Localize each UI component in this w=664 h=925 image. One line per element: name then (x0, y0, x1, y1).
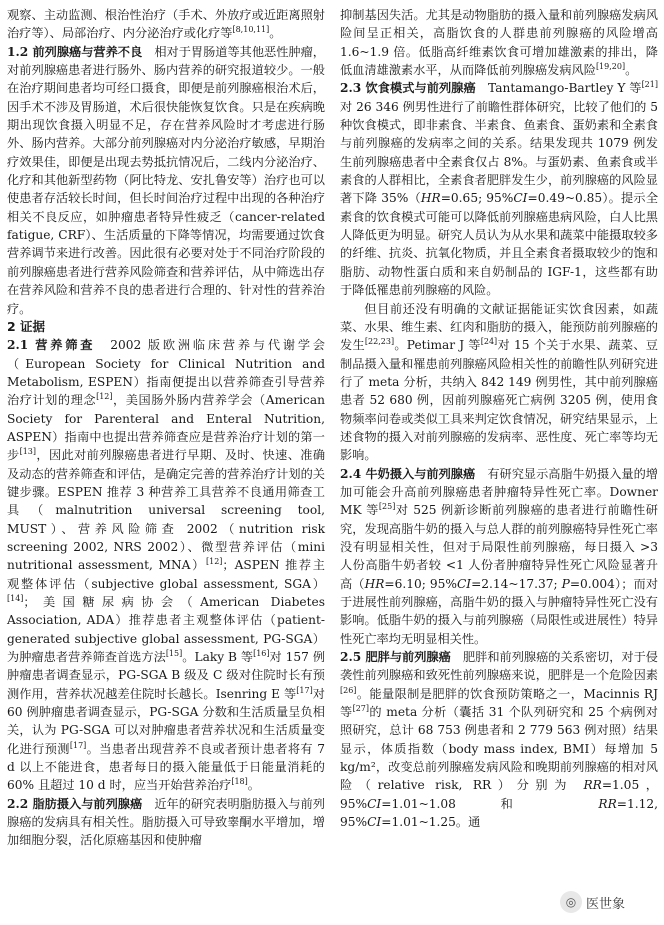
paragraph: 2.4 牛奶摄入与前列腺癌 有研究显示高脂牛奶摄入量的增加可能会升高前列腺癌患者肿瘤特异性死亡率。Downer MK 等[25]对 525 例新诊断前列腺癌的患者进行前瞻性研究，发现高脂牛奶的摄入与总人群的前列腺癌特异性死亡率没有明显相关性，但对于局限性前列腺癌，每日摄入 >3 人份高脂牛奶者较 <1 人份者肿瘤特异性死亡风险显著升高（HR=6.10; 95%CI=2.14~17.37; P=0.004）；而对于进展性前列腺癌，高脂牛奶的摄入与肿瘤特异性死亡没有影响。低脂牛奶的摄入与前列腺癌（局限性或进展性）特异性死亡率均无明显相关性。 (340, 466, 659, 646)
paragraph: 2.2 脂肪摄入与前列腺癌 近年的研究表明脂肪摄入与前列腺癌的发病具有相关性。脂肪摄入可导致睾酮水平增加，增加细胞分裂，活化原癌基因和使肿瘤 (7, 796, 325, 848)
watermark-text: 医世象 (586, 896, 626, 912)
right-column (340, 6, 658, 831)
paragraph: 1.2 前列腺癌与营养不良 相对于胃肠道等其他恶性肿瘤，对前列腺癌患者进行肠外、肠内营养的研究报道较少。一般在治疗期间患者均可经口摄食，即便是前列腺癌根治术后，因手术不涉及胃肠道，术后很快能恢复饮食。只是在疾病晚期出现饮食摄入明显不足，存在营养风险时才考虑进行肠外、肠内营养。大部分前列腺癌对内分泌治疗敏感，早期治疗效果佳，即便是出现去势抵抗情况后，二线内分泌治疗、化疗和其他新型药物（阿比特龙、安扎鲁安等）治疗也可以使患者存活较长时间，但长时间治疗过程中出现的各种治疗相关不良反应，如肿瘤患者特异性疲乏（cancer-related fatigue, CRF）、生活质量的下降等情况，均需要通过饮食营养调节来进行改善。因此很有必要对处于不同治疗阶段的前列腺癌患者进行营养风险筛查和营养评估，从中筛选出存在营养风险和营养不良的患者进行合理的、针对性的营养治疗。 (7, 44, 325, 316)
paragraph: 但目前还没有明确的文献证据能证实饮食因素，如蔬菜、水果、维生素、红肉和脂肪的摄入，能预防前列腺癌的发生[22,23]。Petimar J 等[24]对 15 个关于水果、蔬菜、豆制品摄入量和罹患前列腺癌风险相关性的前瞻性队列研究进行了 meta 分析，共纳入 842 149 例男性，其中前列腺癌患者 52 680 例，因前列腺癌死亡病例 3205 例，使用食物频率问卷或类似工具来判定饮食情况，研究结果显示，上述食物的摄入对前列腺癌的发病率、恶性度、死亡率等均无影响。 (340, 301, 658, 463)
paragraph: 抑制基因失活。尤其是动物脂肪的摄入量和前列腺癌发病风险间呈正相关，高脂饮食的人群患前列腺癌的风险增高 1.6~1.9 倍。低脂高纤维素饮食可增加雄激素的排出，降低血清雄激素水平，从而降低前列腺癌发病风险[19,20]。 (340, 8, 658, 78)
paragraph: 2.1 营养筛查 2002 版欧洲临床营养与代谢学会（European Society for Clinical Nutrition and Metabolism, ESPEN）指南便提出以营养筛查引导营养治疗计划的理念[12]，美国肠外肠内营养学会（American Society for Parenteral and Enteral Nutrition, ASPEN）指南中也提出营养筛查应是营养治疗计划的第一步[13]，因此对前列腺癌患者进行早期、及时、快速、准确及动态的营养筛查和评估，是确定完善的营养治疗计划的关键步骤。ESPEN 推荐 3 种营养工具营养不良通用筛查工具（malnutrition universal screening tool, MUST）、营养风险筛查 2002（nutrition risk screening 2002, NRS 2002）、微型营养评估（mini nutritional assessment, MNA）[12]；ASPEN 推荐主观整体评估（subjective global assessment, SGA）[14]；美国糖尿病协会（American Diabetes Association, ADA）推荐患者主观整体评估（patient-generated subjective global assessment, PG-SGA）为肿瘤患者营养筛查首选方法[15]。Laky B 等[16]对 157 例肿瘤患者调查显示，PG-SGA B 级及 C 级对住院时长有预测作用，营养状况越差住院时长越长。Isenring E 等[17]对 60 例肿瘤患者调查显示，PG-SGA 分数和生活质量呈负相关，认为 PG-SGA 可以对肿瘤患者营养状况和生活质量变化进行预测[17]。当患者出现营养不良或者预计患者将有 7 d 以上不能进食，患者每日的摄入能量低于日能量消耗的 60% 且超过 10 d 时，应当开始营养治疗[18]。 (7, 338, 326, 793)
paragraph: 2.5 肥胖与前列腺癌 肥胖和前列腺癌的关系密切，对于侵袭性前列腺癌和致死性前列腺癌来说，肥胖是一个危险因素[26]。能量限制是肥胖的饮食预防策略之一，Macinnis RJ 等[27]的 meta 分析（囊括 31 个队列研究和 25 个病例对照研究，总计 68 753 例患者和 2 779 563 例对照）结果显示，体质指数（body mass index, BMI）每增加 5 kg/m²，改变总前列腺癌发病风险和晚期前列腺癌的相对风险（relative risk, RR）分别为 RR=1.05，95%CI=1.01~1.08 和 RR=1.12, 95%CI=1.01~1.25。通 (340, 650, 658, 830)
left-column (7, 6, 325, 850)
watermark-logo-icon: ◎ (560, 891, 582, 913)
paragraph: 2.3 饮食模式与前列腺癌 Tantamango-Bartley Y 等[21]对 26 346 例男性进行了前瞻性群体研究，比较了他们的 5 种饮食模式，即非素食、半素食、鱼素食、蛋奶素和全素食与前列腺癌的发病率之间的关系。结果发现共 1079 例发生前列腺癌患者中全素食仅占 8%。与蛋奶素、鱼素食或半素食的人群相比，全素食者肥胖发生少，前列腺癌的风险显著下降 35%（HR=0.65; 95%CI=0.49~0.85）。提示全素食的饮食模式可能可以降低前列腺癌患病风险，白人比黑人降低更为明显。研究人员认为从水果和蔬菜中能摄取较多的纤维、抗炎、抗氧化物质，并且全素食者摄取较少的饱和脂肪、动物性蛋白质和来自奶制品的 IGF-1，这些都有助于降低罹患前列腺癌的风险。 (340, 80, 659, 298)
paragraph: 观察、主动监测、根治性治疗（手术、外放疗或近距离照射治疗等）、局部治疗、内分泌治疗或化疗等[8,10,11]。 (7, 8, 325, 41)
section-heading: 2 证据 (7, 318, 46, 334)
watermark (560, 887, 660, 917)
